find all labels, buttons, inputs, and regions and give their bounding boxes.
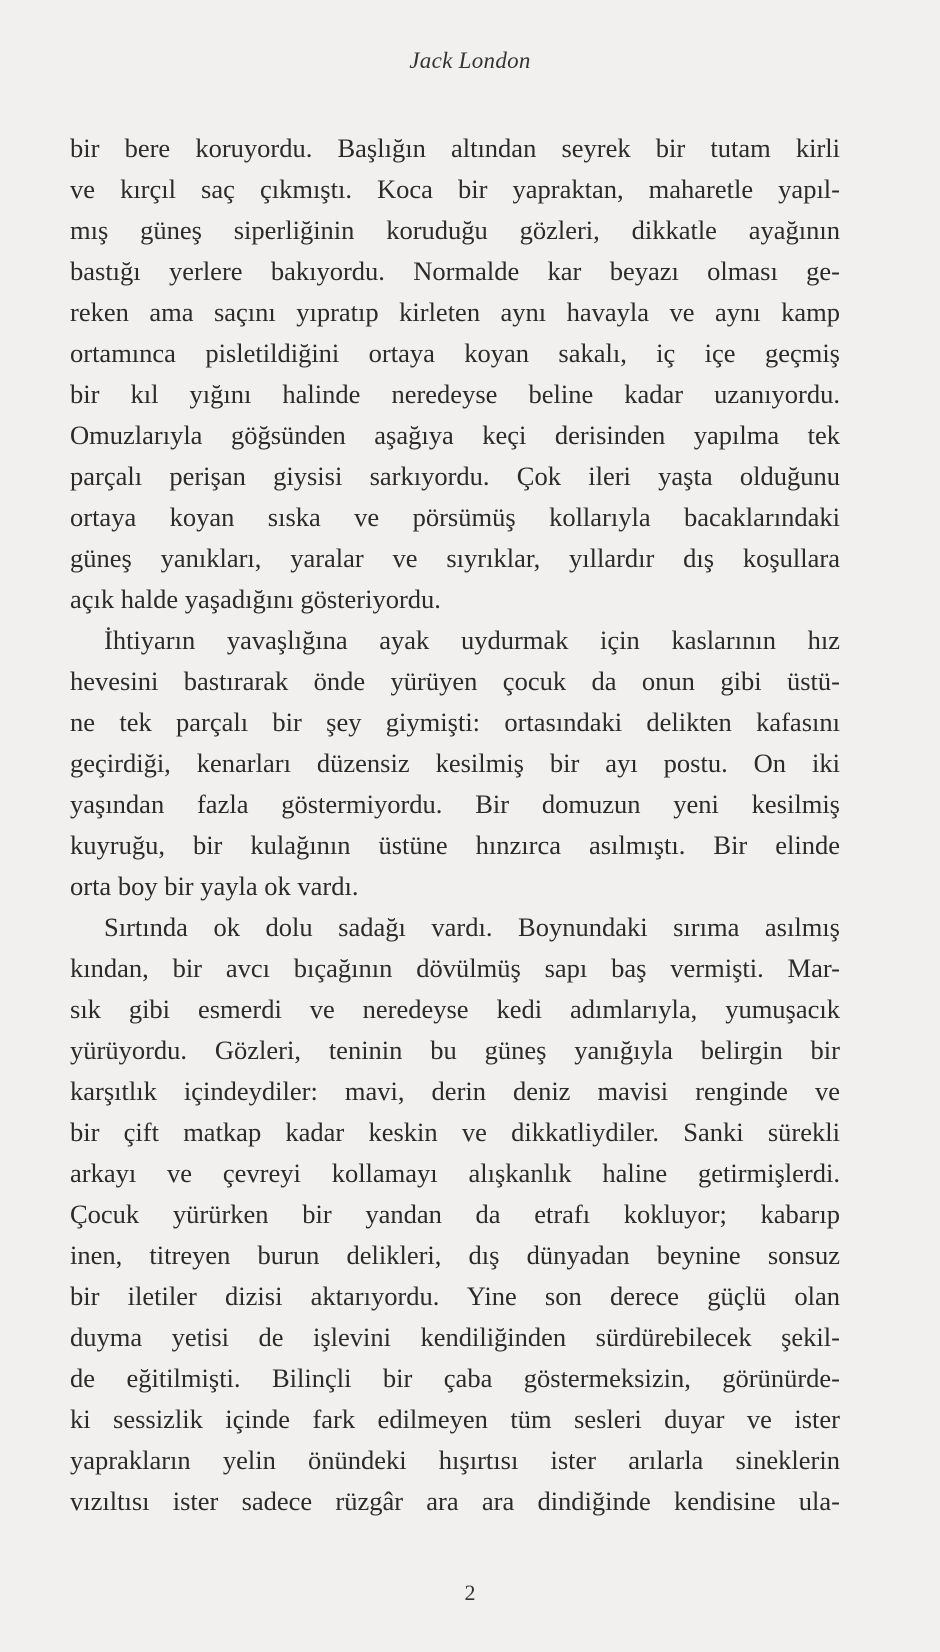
text-line: arkayı ve çevreyi kollamayı alışkanlık haline getirmişlerdi. (70, 1158, 840, 1188)
body-text (70, 128, 840, 1522)
text-line: ve kırçıl saç çıkmıştı. Koca bir yapraktan, maharetle yapıl- (70, 174, 840, 204)
text-line: İhtiyarın yavaşlığına ayak uydurmak için kaslarının hız (104, 625, 840, 655)
text-line: ortaya koyan sıska ve pörsümüş kollarıyla bacaklarındaki (70, 502, 840, 532)
text-line: güneş yanıkları, yaralar ve sıyrıklar, yıllardır dış koşullara (70, 543, 840, 573)
text-line: de eğitilmişti. Bilinçli bir çaba göstermeksizin, görünürde- (70, 1363, 840, 1393)
text-line: açık halde yaşadığını gösteriyordu. (70, 584, 441, 614)
text-line: yaprakların yelin önündeki hışırtısı ister arılarla sineklerin (70, 1445, 840, 1475)
text-line: Sırtında ok dolu sadağı vardı. Boynundaki sırıma asılmış (104, 912, 840, 942)
text-line: kuyruğu, bir kulağının üstüne hınzırca asılmıştı. Bir elinde (70, 830, 840, 860)
text-line: ki sessizlik içinde fark edilmeyen tüm sesleri duyar ve ister (70, 1404, 840, 1434)
text-line: bir çift matkap kadar keskin ve dikkatliydiler. Sanki sürekli (70, 1117, 840, 1147)
text-line: yaşından fazla göstermiyordu. Bir domuzun yeni kesilmiş (70, 789, 840, 819)
page-number: 2 (464, 1580, 476, 1605)
text-line: bastığı yerlere bakıyordu. Normalde kar beyazı olması ge- (70, 256, 840, 286)
text-line: bir kıl yığını halinde neredeyse beline kadar uzanıyordu. (70, 379, 840, 409)
text-line: sık gibi esmerdi ve neredeyse kedi adımlarıyla, yumuşacık (70, 994, 840, 1024)
text-line: yürüyordu. Gözleri, teninin bu güneş yanığıyla belirgin bir (70, 1035, 840, 1065)
text-line: parçalı perişan giysisi sarkıyordu. Çok ileri yaşta olduğunu (70, 461, 840, 491)
text-line: Omuzlarıyla göğsünden aşağıya keçi derisinden yapılma tek (70, 420, 840, 450)
text-line: inen, titreyen burun delikleri, dış dünyadan beynine sonsuz (70, 1240, 840, 1270)
text-line: vızıltısı ister sadece rüzgâr ara ara dindiğinde kendisine ula- (70, 1486, 840, 1516)
text-line: mış güneş siperliğinin koruduğu gözleri, dikkatle ayağının (70, 215, 840, 245)
text-line: bir bere koruyordu. Başlığın altından seyrek bir tutam kirli (70, 133, 840, 163)
text-line: kından, bir avcı bıçağının dövülmüş sapı baş vermişti. Mar- (70, 953, 840, 983)
text-line: ortamınca pisletildiğini ortaya koyan sakalı, iç içe geçmiş (70, 338, 840, 368)
text-line: orta boy bir yayla ok vardı. (70, 871, 359, 901)
text-line: karşıtlık içindeydiler: mavi, derin deniz mavisi renginde ve (70, 1076, 840, 1106)
text-line: Çocuk yürürken bir yandan da etrafı kokluyor; kabarıp (70, 1199, 840, 1229)
text-line: duyma yetisi de işlevini kendiliğinden sürdürebilecek şekil- (70, 1322, 840, 1352)
text-line: geçirdiği, kenarları düzensiz kesilmiş bir ayı postu. On iki (70, 748, 840, 778)
text-line: reken ama saçını yıpratıp kirleten aynı havayla ve aynı kamp (70, 297, 840, 327)
text-line: bir iletiler dizisi aktarıyordu. Yine son derece güçlü olan (70, 1281, 840, 1311)
text-line: hevesini bastırarak önde yürüyen çocuk da onun gibi üstü- (70, 666, 840, 696)
running-head: Jack London (409, 48, 531, 73)
text-line: ne tek parçalı bir şey giymişti: ortasındaki delikten kafasını (70, 707, 840, 737)
